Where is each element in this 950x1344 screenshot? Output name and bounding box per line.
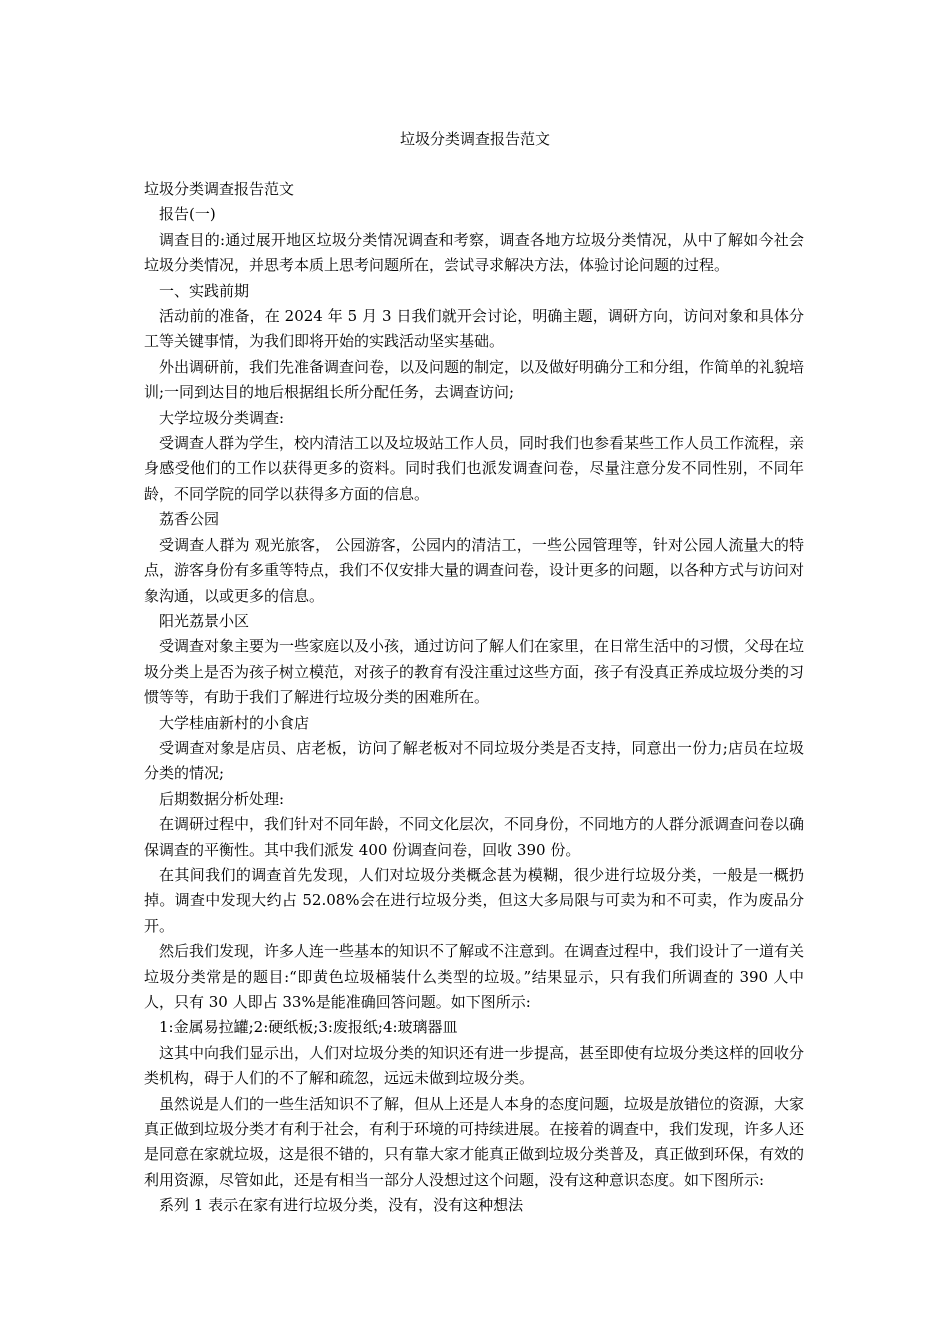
section-heading-practice: 一、实践前期 xyxy=(159,281,250,300)
paragraph-community: 受调查对象主要为一些家庭以及小孩，通过访问了解人们在家里，在日常生活中的习惯，父母在垃圾分类上是否为孩子树立模范，对孩子的教育有没注重过这些方面，孩子有没真正养成垃圾分类的习惯等等，有助于我们了解进行垃圾分类的困难所在。 xyxy=(144,637,805,707)
document-body xyxy=(144,177,804,1219)
body-heading: 垃圾分类调查报告范文 xyxy=(144,180,295,198)
paragraph-university: 受调查人群为学生，校内清洁工以及垃圾站工作人员，同时我们也参看某些工作人员工作流程，亲身感受他们的工作以获得更多的资料。同时我们也派发调查问卷，尽量注意分发不同性别，不同年龄，不同学院的同学以获得多方面的信息。 xyxy=(144,434,805,503)
subheading-university: 大学垃圾分类调查: xyxy=(159,408,285,427)
subheading-analysis: 后期数据分析处理: xyxy=(159,789,285,808)
paragraph-preparation: 活动前的准备，在 2024 年 5 月 3 日我们就开会讨论，明确主题，调研方向，访问对象和具体分工等关键事情，为我们即将开始的实践活动坚实基础。 xyxy=(144,307,804,351)
paragraph-series-note: 系列 1 表示在家有进行垃圾分类，没有，没有这种想法 xyxy=(159,1196,524,1215)
paragraph-conclusion-2: 虽然说是人们的一些生活知识不了解，但从上还是人本身的态度问题，垃圾是放错位的资源，大家真正做到垃圾分类才有利于社会，有利于环境的可持续进展。在接着的调查中，我们发现，许多人还是同意在家就垃圾，这是很不错的，只有靠大家才能真正做到垃圾分类普及，真正做到环保，有效的利用资源，尽管如此，还是有相当一部分人没想过这个问题，没有这种意识态度。如下图所示: xyxy=(144,1094,805,1189)
subheading-community: 阳光荔景小区 xyxy=(159,611,250,630)
subheading-snack-shop: 大学桂庙新村的小食店 xyxy=(159,713,310,732)
paragraph-finding-1: 在其间我们的调查首先发现，人们对垃圾分类概念甚为模糊，很少进行垃圾分类，一般是一概扔掉。调查中发现大约占 52.08%会在进行垃圾分类，但这大多局限与可卖为和不可卖，作为废品分开。 xyxy=(144,865,804,935)
paragraph-purpose: 调查目的:通过展开地区垃圾分类情况调查和考察，调查各地方垃圾分类情况，从中了解如今社会垃圾分类情况，并思考本质上思考问题所在，尝试寻求解决方法，体验讨论问题的过程。 xyxy=(144,230,804,275)
paragraph-park: 受调查人群为 观光旅客， 公园游客，公园内的清洁工，一些公园管理等，针对公园人流量大的特点，游客身份有多重等特点，我们不仅安排大量的调查问卷，设计更多的问题，以各种方式与访问对象沟通，以或更多的信息。 xyxy=(144,535,805,605)
document-title: 垃圾分类调查报告范文 xyxy=(399,130,550,148)
paragraph-conclusion-1: 这其中向我们显示出，人们对垃圾分类的知识还有进一步提高，甚至即使有垃圾分类这样的回收分类机构，碍于人们的不了解和疏忽，远远未做到垃圾分类。 xyxy=(144,1043,805,1088)
subheading-park: 荔香公园 xyxy=(159,510,220,529)
paragraph-options-list: 1:金属易拉罐;2:硬纸板;3:废报纸;4:玻璃器皿 xyxy=(159,1018,458,1037)
paragraph-snack-shop: 受调查对象是店员、店老板，访问了解老板对不同垃圾分类是否支持，同意出一份力;店员在垃圾分类的情况; xyxy=(144,738,804,783)
paragraph-finding-2: 然后我们发现，许多人连一些基本的知识不了解或不注意到。在调查过程中，我们设计了一道有关垃圾分类常是的题目:“即黄色垃圾桶装什么类型的垃圾。”结果显示，只有我们所调查的 390 人中人，只有 30 人即占 33%是能准确回答问题。如下图所示: xyxy=(144,942,805,1011)
report-label: 报告(一) xyxy=(159,205,216,224)
paragraph-analysis: 在调研过程中，我们针对不同年龄，不同文化层次，不同身份，不同地方的人群分派调查问卷以确保调查的平衡性。其中我们派发 400 份调查问卷，回收 390 份。 xyxy=(144,815,805,859)
paragraph-before-survey: 外出调研前，我们先准备调查问卷，以及问题的制定，以及做好明确分工和分组，作简单的礼貌培训;一同到达目的地后根据组长所分配任务，去调查访问; xyxy=(144,357,805,402)
